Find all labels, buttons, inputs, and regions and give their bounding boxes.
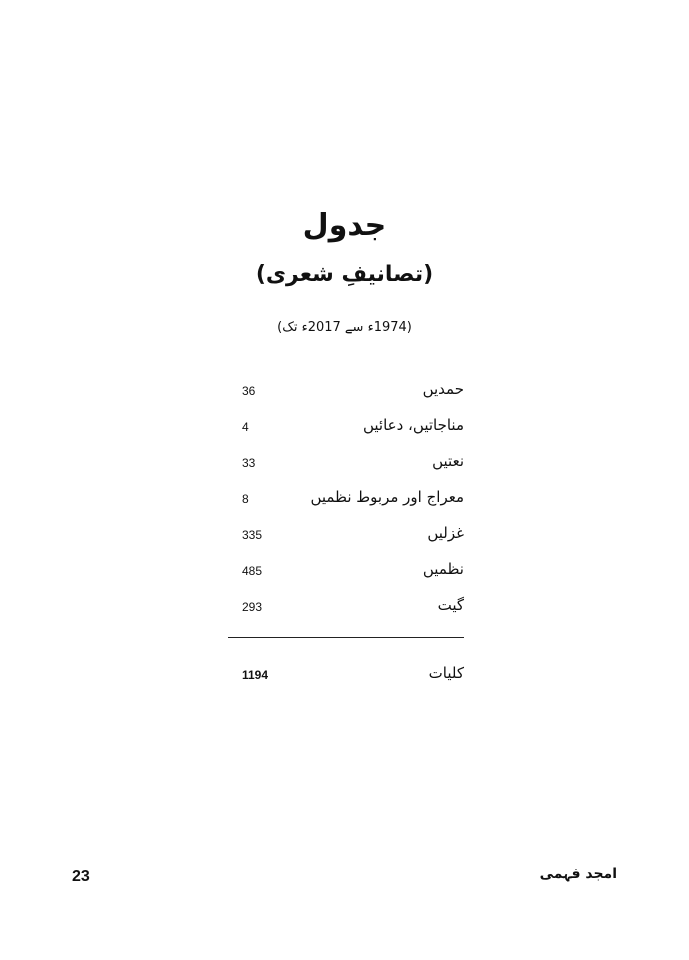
page-subtitle: (تصانیفِ شعری): [255, 262, 434, 287]
table-row: [228, 448, 464, 484]
total-value: 1194: [242, 668, 269, 682]
row-label: غزلیں: [427, 524, 464, 542]
table-row: [228, 412, 464, 448]
row-label: مناجاتیں، دعائیں: [362, 416, 464, 434]
row-label: گیت: [437, 596, 464, 614]
table-row: [228, 556, 464, 592]
table-row: [228, 520, 464, 556]
row-value: 485: [242, 564, 263, 578]
table-row: [228, 376, 464, 412]
table-row: [228, 592, 464, 628]
row-label: حمدیں: [422, 380, 464, 398]
row-value: 293: [242, 600, 263, 614]
page-title: جدول: [302, 208, 387, 243]
page-number: 23: [72, 868, 90, 885]
row-label: معراج اور مربوط نظمیں: [310, 488, 464, 506]
total-row: [228, 660, 464, 696]
row-label: نظمیں: [422, 560, 464, 578]
row-label: نعتیں: [432, 452, 464, 470]
row-value: 8: [242, 492, 249, 506]
row-value: 335: [242, 528, 263, 542]
date-range: (1974ء سے 2017ء تک): [277, 320, 412, 335]
running-footer-author: امجد فہمی: [539, 866, 617, 882]
row-value: 4: [242, 420, 249, 434]
row-value: 33: [242, 456, 256, 470]
total-divider: [228, 637, 464, 638]
works-table: [228, 376, 464, 628]
total-label: کلیات: [428, 664, 464, 682]
table-row: [228, 484, 464, 520]
row-value: 36: [242, 384, 256, 398]
